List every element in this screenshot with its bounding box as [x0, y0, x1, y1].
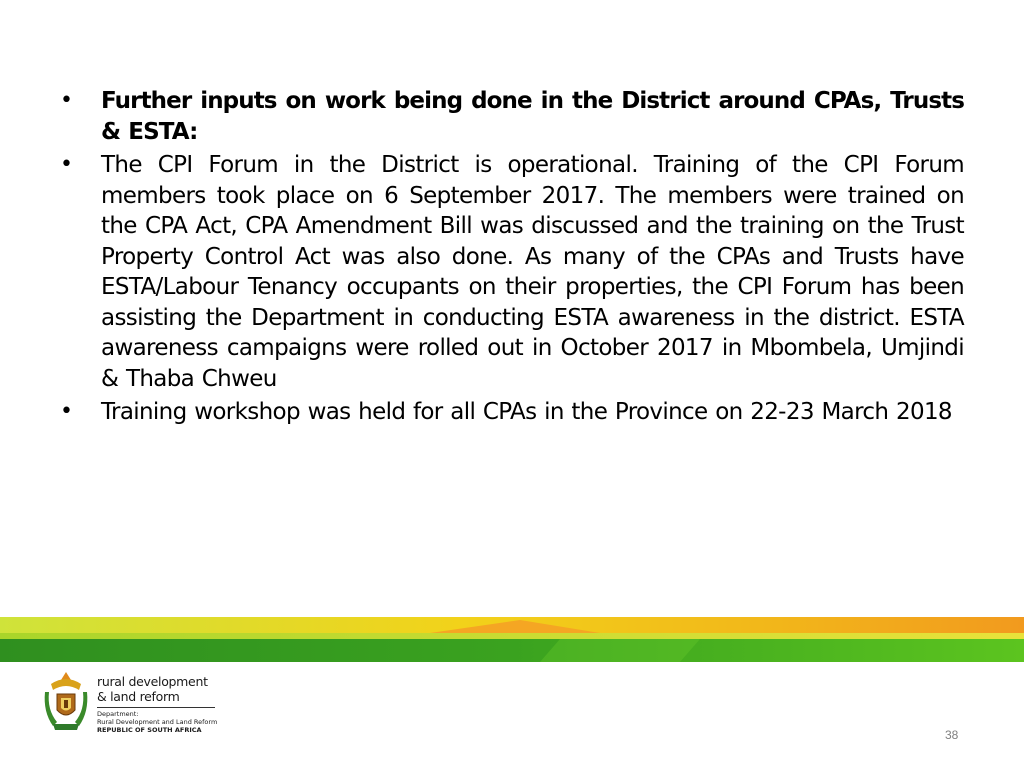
department-label: Department: — [97, 710, 139, 718]
bullet-marker: • — [60, 152, 73, 177]
brand-line-1: rural development — [97, 674, 208, 689]
page-number: 38 — [945, 728, 959, 742]
slide-content — [60, 86, 964, 431]
bullet-text: Training workshop was held for all CPAs in the Province on 22-23 March 2018 — [101, 399, 952, 425]
brand-divider — [97, 707, 215, 708]
banner-highlight — [540, 639, 700, 662]
bullet-marker: • — [60, 399, 73, 424]
bullet-marker: • — [60, 88, 73, 113]
department-name: Rural Development and Land Reform — [97, 718, 218, 726]
coat-of-arms-icon — [43, 670, 89, 734]
brand-line-2: & land reform — [97, 689, 180, 704]
bullet-item — [60, 86, 964, 147]
footer-banner — [0, 612, 1024, 662]
brand-block — [97, 674, 217, 735]
banner-bottom-stripe — [0, 639, 1024, 662]
bullet-text: The CPI Forum in the District is operational. Training of the CPI Forum members took place on 6 September 2017. The members were trained on the CPA Act, CPA Amendment Bill was discussed and the training on the Trust Property Control Act was also done. As many of the CPAs and Trusts have ESTA/Labour Tenancy occupants on their properties, the CPI Forum has been assisting the Department in conducting ESTA awareness in the district. ESTA awareness campaigns were rolled out in October 2017 in Mbombela, Umjindi & Thaba Chweu — [101, 152, 964, 392]
republic-label: REPUBLIC OF SOUTH AFRICA — [97, 726, 202, 734]
bullet-heading: Further inputs on work being done in the District around CPAs, Trusts & ESTA: — [101, 88, 964, 145]
banner-mid-stripe — [0, 633, 1024, 639]
bullet-item — [60, 150, 964, 394]
bullet-item — [60, 397, 964, 428]
